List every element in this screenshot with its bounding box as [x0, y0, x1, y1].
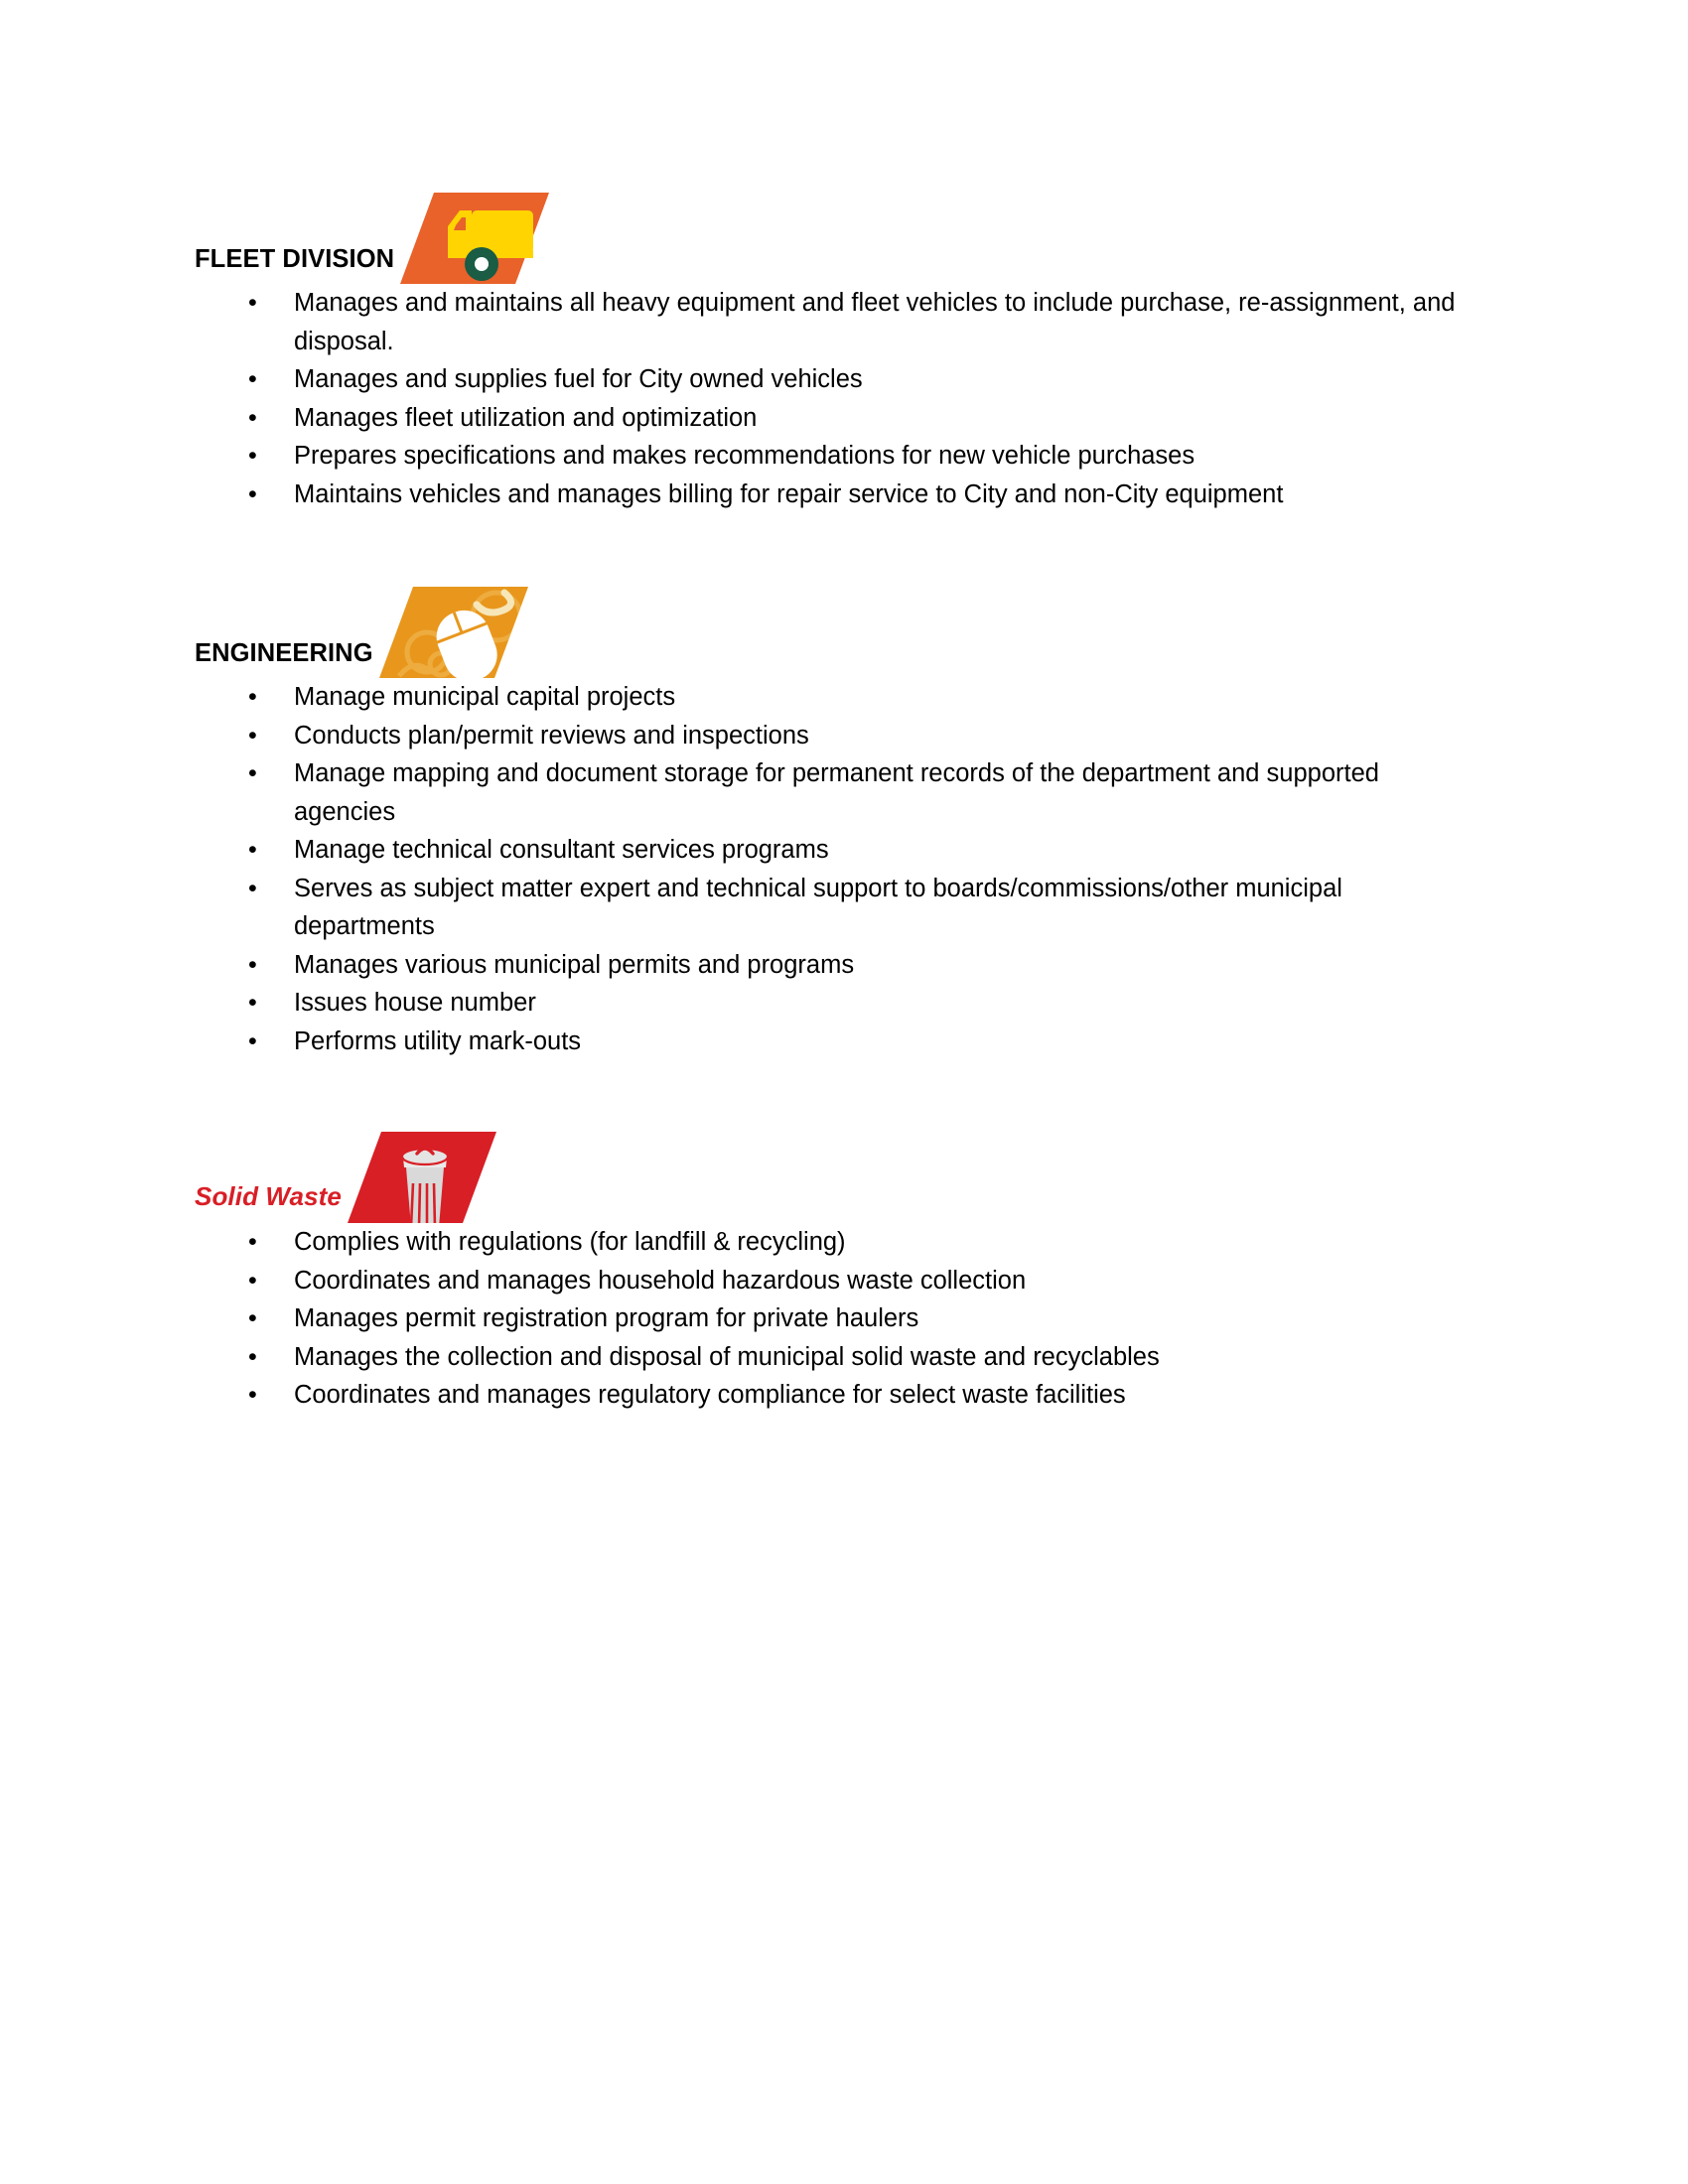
solid-waste-bullet-list [0, 1223, 1688, 1415]
list-item [0, 1338, 1688, 1377]
bullet-icon: • [248, 1266, 257, 1295]
list-item [0, 831, 1688, 870]
list-item-text: Complies with regulations (for landfill & recycling) [294, 1228, 846, 1256]
list-item-text: Manage mapping and document storage for permanent records of the department and supported agencies [294, 759, 1379, 826]
bullet-icon: • [248, 1026, 257, 1055]
list-item [0, 476, 1688, 514]
bullet-icon: • [248, 403, 257, 432]
list-item-text: Coordinates and manages household hazardous waste collection [294, 1266, 1027, 1295]
section-solid-waste [0, 1060, 1688, 1415]
bullet-icon: • [248, 683, 257, 711]
section-engineering [0, 513, 1688, 1060]
list-item [0, 1299, 1688, 1338]
list-item [0, 437, 1688, 476]
bullet-icon: • [248, 874, 257, 902]
bullet-icon: • [248, 1381, 257, 1409]
list-item-text: Maintains vehicles and manages billing for repair service to City and non-City equipment [294, 479, 1284, 508]
bullet-icon: • [248, 1228, 257, 1256]
list-item [0, 360, 1688, 399]
list-item [0, 1376, 1688, 1415]
bullet-icon: • [248, 950, 257, 979]
list-item-text: Manages permit registration program for private haulers [294, 1304, 919, 1332]
list-item-text: Manage municipal capital projects [294, 683, 676, 711]
engineering-bullet-list [0, 678, 1688, 1060]
list-item [0, 1223, 1688, 1262]
engineering-mouse-logo [379, 587, 528, 678]
bullet-icon: • [248, 1342, 257, 1371]
list-item-text: Manages and maintains all heavy equipment and fleet vehicles to include purchase, re-assignment, and disposal. [294, 289, 1456, 355]
bullet-icon: • [248, 759, 257, 787]
list-item [0, 1262, 1688, 1300]
bullet-icon: • [248, 1304, 257, 1332]
bullet-icon: • [248, 289, 257, 317]
engineering-title: ENGINEERING [195, 638, 373, 667]
list-item-text: Coordinates and manages regulatory compliance for select waste facilities [294, 1381, 1126, 1409]
section-fleet-division [0, 0, 1688, 513]
list-item [0, 870, 1688, 946]
list-item-text: Manages and supplies fuel for City owned vehicles [294, 365, 863, 393]
bullet-icon: • [248, 479, 257, 508]
list-item [0, 399, 1688, 438]
bullet-icon: • [248, 989, 257, 1017]
bullet-icon: • [248, 365, 257, 393]
list-item-text: Manages various municipal permits and programs [294, 950, 855, 979]
fleet-division-title: FLEET DIVISION [195, 244, 395, 273]
list-item-text: Issues house number [294, 989, 536, 1017]
list-item [0, 284, 1688, 360]
bullet-icon: • [248, 721, 257, 750]
solid-waste-trashcan-logo [348, 1132, 496, 1223]
fleet-division-header [0, 177, 1688, 284]
list-item-text: Manages fleet utilization and optimization [294, 403, 758, 432]
list-item [0, 754, 1688, 831]
list-item [0, 946, 1688, 985]
fleet-truck-logo [400, 193, 549, 284]
engineering-header [0, 571, 1688, 678]
list-item-text: Serves as subject matter expert and technical support to boards/commissions/other municipal departments [294, 874, 1342, 940]
list-item [0, 1023, 1688, 1061]
list-item-text: Prepares specifications and makes recommendations for new vehicle purchases [294, 442, 1196, 470]
list-item-text: Manages the collection and disposal of municipal solid waste and recyclables [294, 1342, 1160, 1371]
fleet-division-bullet-list [0, 284, 1688, 513]
list-item-text: Conducts plan/permit reviews and inspections [294, 721, 809, 750]
bullet-icon: • [248, 442, 257, 470]
list-item [0, 717, 1688, 755]
solid-waste-title: Solid Waste [195, 1181, 342, 1211]
bullet-icon: • [248, 836, 257, 864]
list-item-text: Manage technical consultant services programs [294, 836, 829, 864]
solid-waste-header [0, 1116, 1688, 1223]
list-item [0, 984, 1688, 1023]
list-item [0, 678, 1688, 717]
list-item-text: Performs utility mark-outs [294, 1026, 582, 1055]
